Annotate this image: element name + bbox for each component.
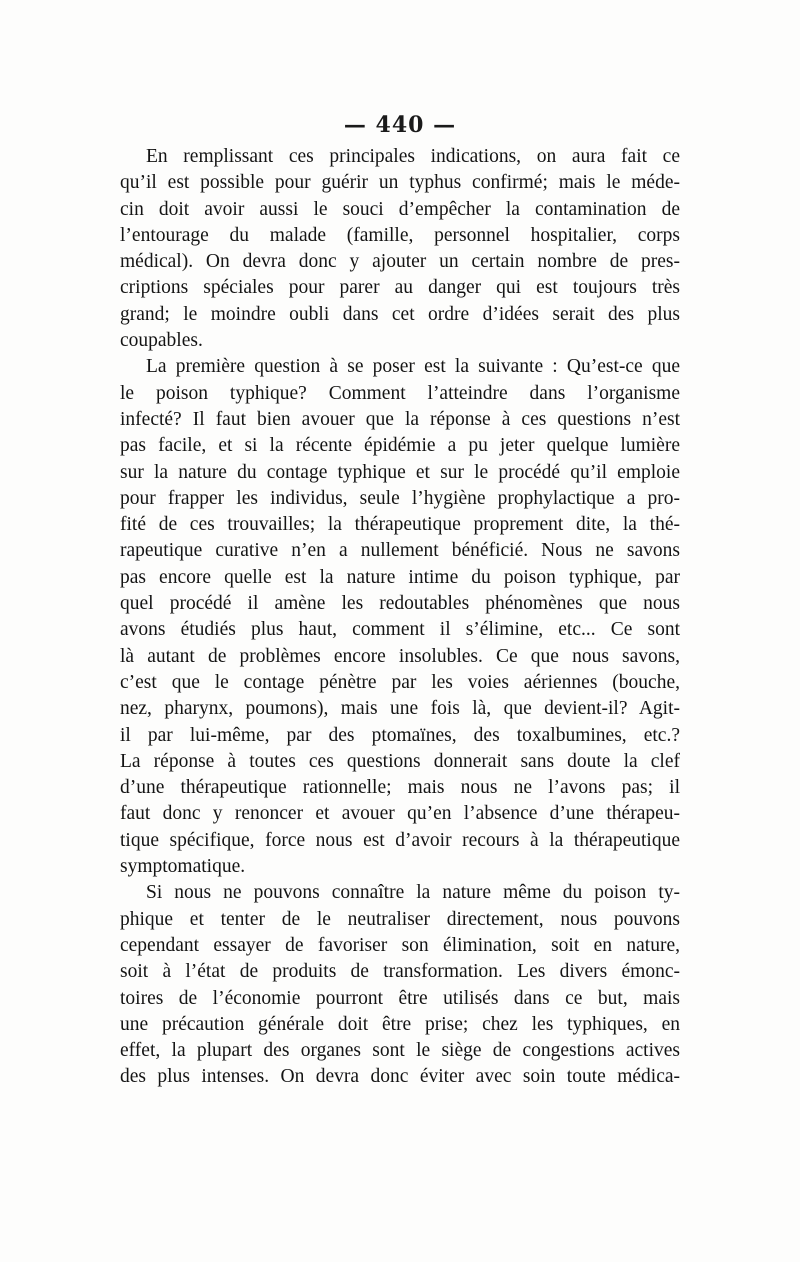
text-line: d’une thérapeutique rationnelle; mais nous ne l’avons pas; il bbox=[120, 777, 680, 799]
text-line: Si nous ne pouvons connaître la nature même du poison ty- bbox=[146, 882, 680, 904]
text-line: sur la nature du contage typhique et sur le procédé qu’il emploie bbox=[120, 461, 680, 483]
page-number: — 440 — bbox=[343, 112, 457, 138]
body-text bbox=[120, 144, 680, 1091]
text-line: criptions spéciales pour parer au danger qui est toujours très bbox=[120, 277, 680, 299]
paragraph-1 bbox=[120, 144, 680, 354]
text-line: cin doit avoir aussi le souci d’empêcher la contamination de bbox=[120, 198, 680, 220]
text-line: fité de ces trouvailles; la thérapeutique proprement dite, la thé- bbox=[120, 514, 680, 536]
text-line: cependant essayer de favoriser son élimination, soit en nature, bbox=[120, 934, 680, 956]
text-line: soit à l’état de produits de transformation. Les divers émonc- bbox=[120, 961, 680, 983]
text-line: médical). On devra donc y ajouter un certain nombre de pres- bbox=[120, 251, 680, 273]
text-line: l’entourage du malade (famille, personnel hospitalier, corps bbox=[120, 224, 680, 246]
text-line: faut donc y renoncer et avouer qu’en l’absence d’une thérapeu- bbox=[120, 803, 680, 825]
text-line: toires de l’économie pourront être utilisés dans ce but, mais bbox=[120, 987, 680, 1009]
text-line: tique spécifique, force nous est d’avoir recours à la thérapeutique bbox=[120, 829, 680, 851]
paragraph-3 bbox=[120, 880, 680, 1090]
paragraph-2 bbox=[120, 354, 680, 880]
text-line: là autant de problèmes encore insolubles. Ce que nous savons, bbox=[120, 645, 680, 667]
text-line: pas facile, et si la récente épidémie a pu jeter quelque lumière bbox=[120, 435, 680, 457]
text-line: rapeutique curative n’en a nullement bénéficié. Nous ne savons bbox=[120, 540, 680, 562]
text-line: La première question à se poser est la suivante : Qu’est-ce que bbox=[146, 356, 680, 378]
text-line: une précaution générale doit être prise; chez les typhiques, en bbox=[120, 1013, 680, 1035]
text-line: pas encore quelle est la nature intime du poison typhique, par bbox=[120, 566, 680, 588]
text-line: infecté? Il faut bien avouer que la réponse à ces questions n’est bbox=[120, 408, 680, 430]
text-line: des plus intenses. On devra donc éviter avec soin toute médica- bbox=[120, 1066, 680, 1088]
text-line: quel procédé il amène les redoutables phénomènes que nous bbox=[120, 593, 680, 615]
text-line: nez, pharynx, poumons), mais une fois là, que devient-il? Agit- bbox=[120, 698, 680, 720]
text-line: La réponse à toutes ces questions donnerait sans doute la clef bbox=[120, 750, 680, 772]
text-line: pour frapper les individus, seule l’hygiène prophylactique a pro- bbox=[120, 487, 680, 509]
text-line: effet, la plupart des organes sont le siège de congestions actives bbox=[120, 1040, 680, 1062]
text-line: phique et tenter de le neutraliser directement, nous pouvons bbox=[120, 908, 680, 930]
text-line: coupables. bbox=[120, 330, 203, 352]
text-line: En remplissant ces principales indications, on aura fait ce bbox=[146, 146, 680, 167]
text-line: c’est que le contage pénètre par les voies aériennes (bouche, bbox=[120, 671, 680, 693]
text-line: il par lui-même, par des ptomaïnes, des toxalbumines, etc.? bbox=[120, 724, 680, 746]
text-line: grand; le moindre oubli dans cet ordre d’idées serait des plus bbox=[120, 303, 680, 325]
text-line: symptomatique. bbox=[120, 856, 246, 878]
text-line: le poison typhique? Comment l’atteindre dans l’organisme bbox=[120, 382, 680, 404]
text-line: qu’il est possible pour guérir un typhus confirmé; mais le méde- bbox=[120, 172, 680, 194]
text-line: avons étudiés plus haut, comment il s’élimine, etc... Ce sont bbox=[120, 619, 680, 641]
